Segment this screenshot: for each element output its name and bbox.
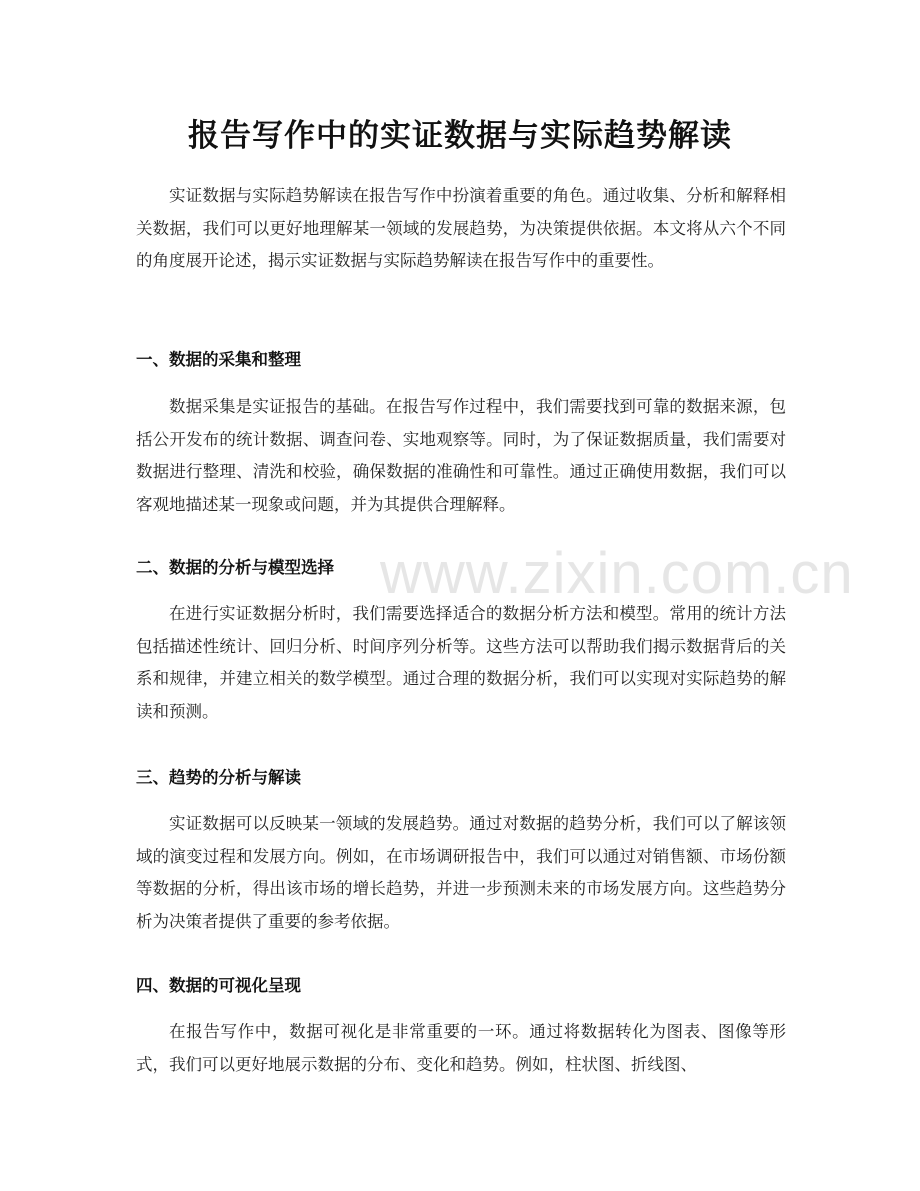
watermark: www.zixin.com.cn — [380, 541, 854, 606]
section-heading-1: 一、数据的采集和整理 — [136, 350, 301, 369]
section-heading-4: 四、数据的可视化呈现 — [136, 976, 301, 995]
section-body-4: 在报告写作中，数据可视化是非常重要的一环。通过将数据转化为图表、图像等形式，我们可以更好地展示数据的分布、变化和趋势。例如，柱状图、折线图、 — [136, 1022, 786, 1074]
section-heading-2: 二、数据的分析与模型选择 — [136, 558, 334, 577]
document-title: 报告写作中的实证数据与实际趋势解读 — [188, 118, 732, 154]
section-body-1: 数据采集是实证报告的基础。在报告写作过程中，我们需要找到可靠的数据来源，包括公开发布的统计数据、调查问卷、实地观察等。同时，为了保证数据质量，我们需要对数据进行整理、清洗和校验，确保数据的准确性和可靠性。通过正确使用数据，我们可以客观地描述某一现象或问题，并为其提供合理解释。 — [136, 397, 786, 514]
intro-paragraph: 实证数据与实际趋势解读在报告写作中扮演着重要的角色。通过收集、分析和解释相关数据，我们可以更好地理解某一领域的发展趋势，为决策提供依据。本文将从六个不同的角度展开论述，揭示实证数据与实际趋势解读在报告写作中的重要性。 — [136, 186, 786, 270]
section-heading-3: 三、趋势的分析与解读 — [136, 768, 301, 787]
section-body-2: 在进行实证数据分析时，我们需要选择适合的数据分析方法和模型。常用的统计方法包括描述性统计、回归分析、时间序列分析等。这些方法可以帮助我们揭示数据背后的关系和规律，并建立相关的数学模型。通过合理的数据分析，我们可以实现对实际趋势的解读和预测。 — [136, 604, 786, 721]
section-body-3: 实证数据可以反映某一领域的发展趋势。通过对数据的趋势分析，我们可以了解该领域的演变过程和发展方向。例如，在市场调研报告中，我们可以通过对销售额、市场份额等数据的分析，得出该市场的增长趋势，并进一步预测未来的市场发展方向。这些趋势分析为决策者提供了重要的参考依据。 — [136, 814, 786, 931]
